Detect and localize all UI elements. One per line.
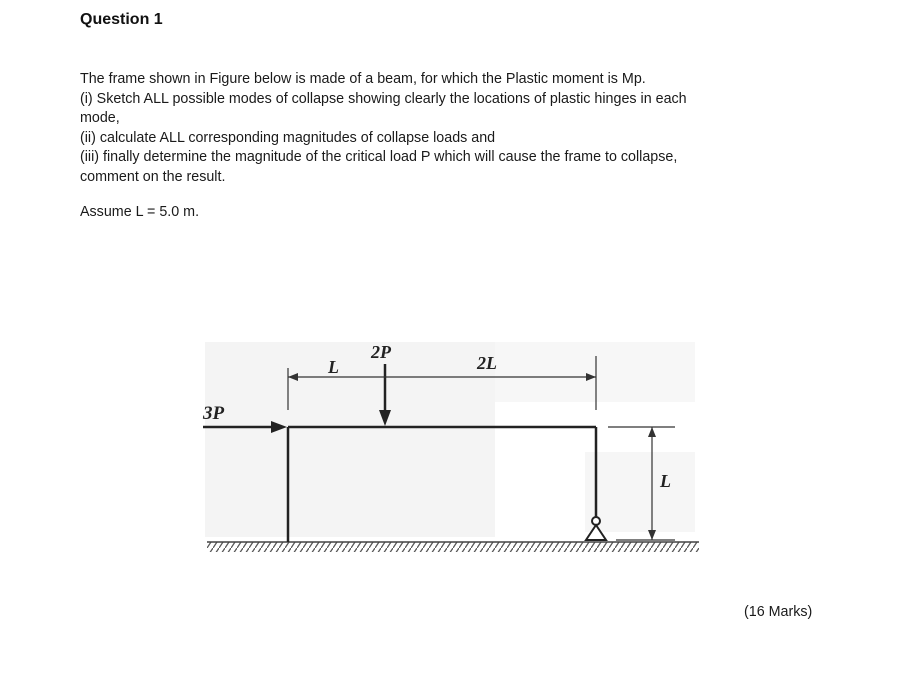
question-body bbox=[80, 70, 810, 187]
part-ii-text: (ii) calculate ALL corresponding magnitudes of collapse loads and bbox=[80, 129, 496, 146]
scan-background-right bbox=[495, 342, 695, 402]
frame-figure bbox=[195, 332, 705, 567]
dim-left-label: L bbox=[328, 357, 339, 377]
height-label: L bbox=[660, 471, 671, 491]
part-i-line1: (i) Sketch ALL possible modes of collapse showing clearly the locations of plastic hinges in each bbox=[80, 90, 687, 107]
assumption-text: Assume L = 5.0 m. bbox=[80, 204, 200, 220]
frame-diagram bbox=[195, 332, 705, 567]
intro-text: The frame shown in Figure below is made of a beam, for which the Plastic moment is Mp. bbox=[80, 71, 646, 87]
load-side-label: 3P bbox=[203, 403, 225, 424]
question-title: Question 1 bbox=[80, 11, 163, 28]
part-i-line2: mode, bbox=[80, 110, 120, 126]
ground-hatching bbox=[207, 542, 699, 552]
scan-background-support bbox=[585, 452, 695, 532]
load-top-label: 2P bbox=[371, 342, 391, 362]
scan-background bbox=[205, 342, 495, 537]
dim-right-label: 2L bbox=[477, 353, 497, 373]
part-iii-line1: (iii) finally determine the magnitude of the critical load P which will cause the frame to collapse, bbox=[80, 149, 678, 165]
part-iii-line2: comment on the result. bbox=[80, 168, 226, 185]
marks-label: (16 Marks) bbox=[744, 604, 813, 620]
